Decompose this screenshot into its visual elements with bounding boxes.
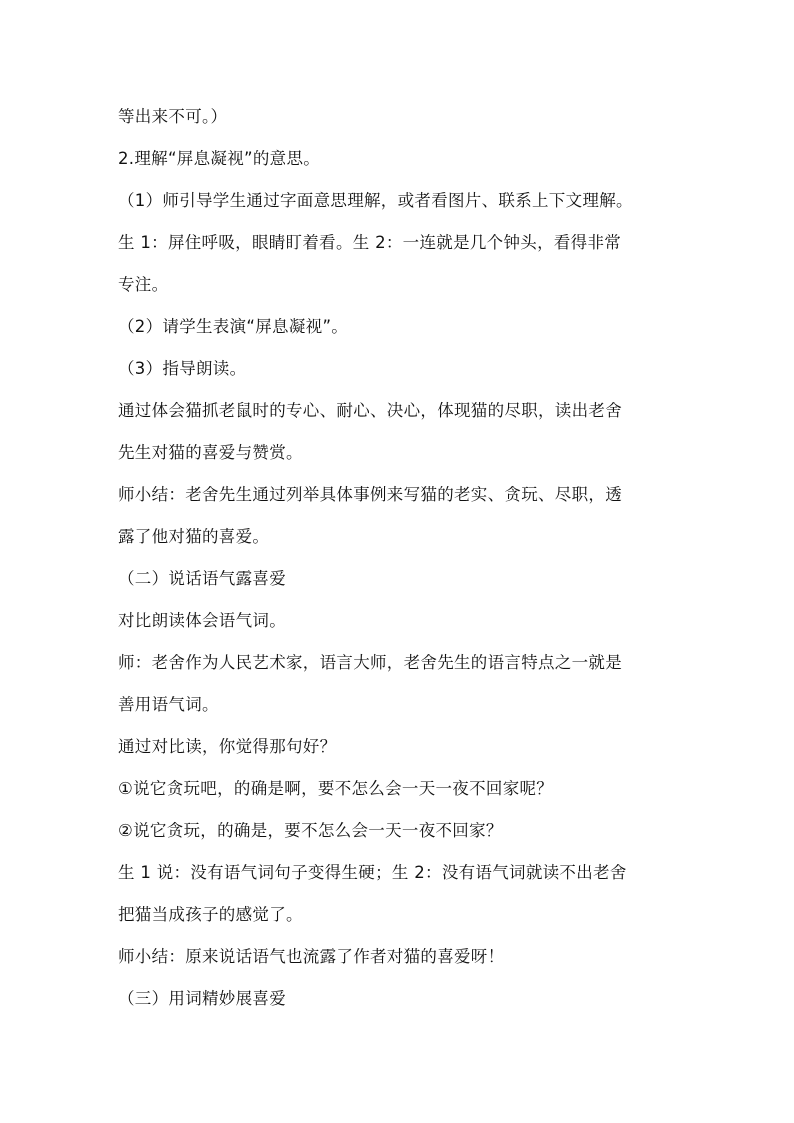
section-heading: （二）说话语气露喜爱 [118, 569, 286, 588]
text-line: 先生对猫的喜爱与赞赏。 [118, 443, 303, 462]
text-line: （2）请学生表演“屏息凝视”。 [118, 317, 349, 336]
text-line: 生 1：屏住呼吸，眼睛盯着看。生 2：一连就是几个钟头，看得非常 [118, 233, 622, 252]
text-line: 等出来不可。） [118, 107, 228, 126]
text-line: （1）师引导学生通过字面意思理解，或者看图片、联系上下文理解。 [118, 191, 633, 210]
text-line: 生 1 说：没有语气词句子变得生硬；生 2：没有语气词就读不出老舍 [118, 863, 627, 882]
text-line: 把猫当成孩子的感觉了。 [118, 905, 303, 924]
section-heading: 2.理解“屏息凝视”的意思。 [118, 149, 321, 168]
text-line: 善用语气词。 [118, 695, 219, 714]
text-line: 通过体会猫抓老鼠时的专心、耐心、决心，体现猫的尽职，读出老舍 [118, 401, 622, 420]
text-line: ②说它贪玩，的确是，要不怎么会一天一夜不回家？ [118, 821, 503, 840]
text-line: 露了他对猫的喜爱。 [118, 527, 270, 546]
text-line: 对比朗读体会语气词。 [118, 611, 286, 630]
text-line: ①说它贪玩吧，的确是啊，要不怎么会一天一夜不回家呢？ [118, 779, 554, 798]
text-line: 通过对比读，你觉得那句好？ [118, 737, 337, 756]
section-heading: （三）用词精妙展喜爱 [118, 989, 286, 1008]
text-line: 专注。 [118, 275, 169, 294]
text-line: 师：老舍作为人民艺术家，语言大师，老舍先生的语言特点之一就是 [118, 653, 622, 672]
text-line: 师小结：老舍先生通过列举具体事例来写猫的老实、贪玩、尽职，透 [118, 485, 622, 504]
text-line: （3）指导朗读。 [118, 359, 247, 378]
text-line: 师小结：原来说话语气也流露了作者对猫的喜爱呀！ [118, 947, 505, 966]
